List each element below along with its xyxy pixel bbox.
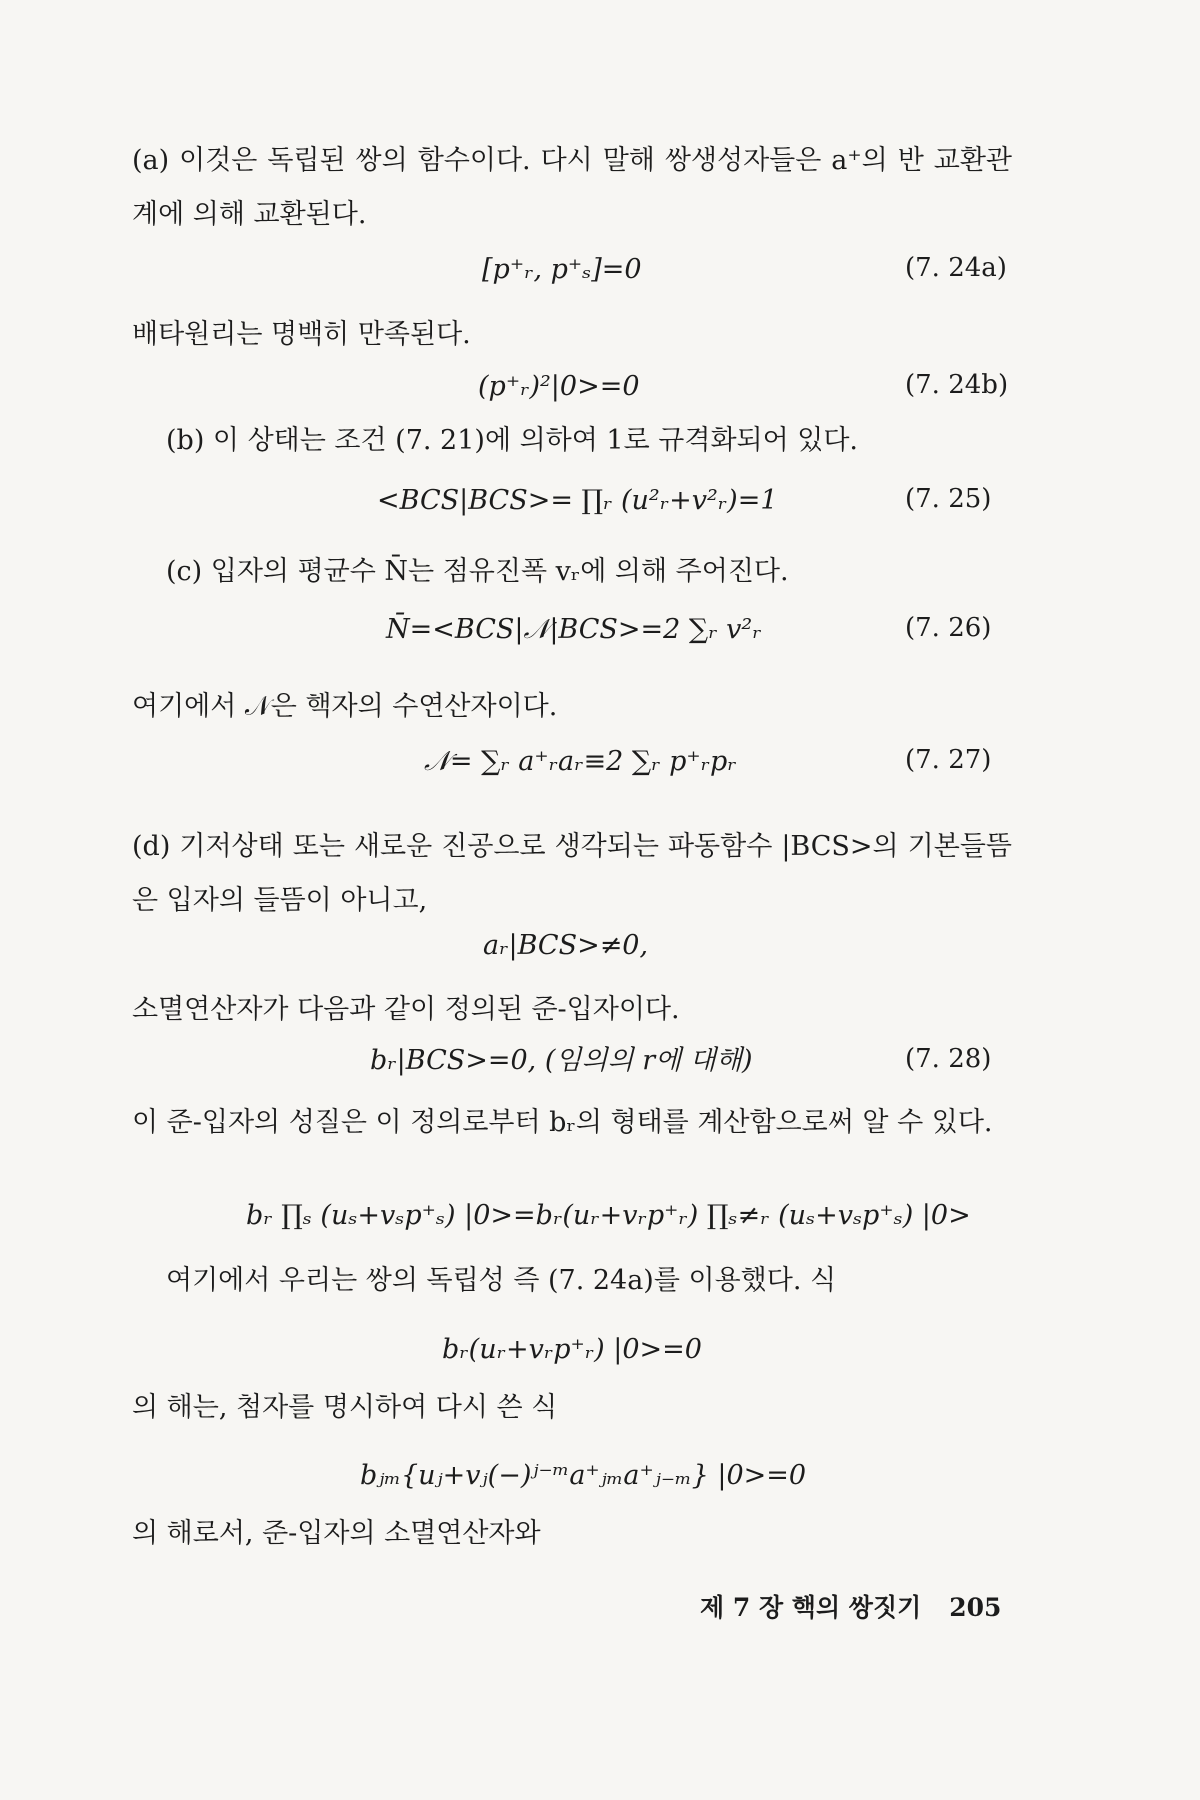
equation-number-7-26: (7. 26) [905,613,992,643]
text-solution-continued: 의 해로서, 준-입자의 소멸연산자와 [132,1518,541,1549]
equation-number-7-28: (7. 28) [905,1044,992,1074]
paragraph-c: (c) 입자의 평균수 N̄는 점유진폭 vᵣ에 의해 주어진다. [166,556,789,587]
equation-annihilation-nonzero: aᵣ|BCS>≠0, [483,930,649,961]
page-footer [700,1588,1001,1624]
chapter-title: 제 7 장 핵의 쌍짓기 [700,1593,922,1622]
equation-annihilation-condition: bᵣ(uᵣ+vᵣp⁺ᵣ) |0>=0 [442,1334,702,1365]
equation-product-expansion: bᵣ ∏ₛ (uₛ+vₛp⁺ₛ) |0>=bᵣ(uᵣ+vᵣp⁺ᵣ) ∏ₛ≠ᵣ (uₛ+vₛp⁺ₛ) |0> [246,1200,971,1231]
page-number: 205 [949,1593,1002,1622]
equation-number-7-25: (7. 25) [905,484,992,514]
equation-7-24b: (p⁺ᵣ)²|0>=0 [478,371,640,402]
equation-explicit-indices: bⱼₘ{uⱼ+vⱼ(−)ʲ⁻ᵐa⁺ⱼₘa⁺ⱼ₋ₘ} |0>=0 [360,1460,807,1491]
paragraph-a: (a) 이것은 독립된 쌍의 함수이다. 다시 말해 쌍생성자들은 a⁺의 반 교환관계에 의해 교환된다. [132,145,1012,230]
paragraph-b: (b) 이 상태는 조건 (7. 21)에 의하여 1로 규격화되어 있다. [166,425,859,456]
paragraph-d: (d) 기저상태 또는 새로운 진공으로 생각되는 파동함수 |BCS>의 기본들뜸은 입자의 들뜸이 아니고, [132,831,1012,916]
paragraph-quasiparticle-properties: 이 준-입자의 성질은 이 정의로부터 bᵣ의 형태를 계산함으로써 알 수 있다. [132,1107,993,1138]
text-pair-independence: 여기에서 우리는 쌍의 독립성 즉 (7. 24a)를 이용했다. 식 [166,1265,837,1296]
equation-7-27: 𝒩= ∑ᵣ a⁺ᵣaᵣ≡2 ∑ᵣ p⁺ᵣpᵣ [424,746,737,777]
equation-7-28: bᵣ|BCS>=0, (임의의 r에 대해) [370,1045,753,1076]
equation-7-25: <BCS|BCS>= ∏ᵣ (u²ᵣ+v²ᵣ)=1 [377,485,778,516]
text-pauli-principle: 배타원리는 명백히 만족된다. [132,319,471,350]
text-number-operator: 여기에서 𝒩은 핵자의 수연산자이다. [132,691,558,722]
text-quasiparticle-definition: 소멸연산자가 다음과 같이 정의된 준-입자이다. [132,994,680,1025]
equation-number-7-27: (7. 27) [905,745,992,775]
equation-7-24a: [p⁺ᵣ, p⁺ₛ]=0 [482,254,642,285]
equation-7-26: N̄=<BCS|𝒩|BCS>=2 ∑ᵣ v²ᵣ [386,614,762,645]
text-solution-intro: 의 해는, 첨자를 명시하여 다시 쓴 식 [132,1392,558,1423]
equation-number-7-24a: (7. 24a) [905,253,1007,283]
equation-number-7-24b: (7. 24b) [905,370,1009,400]
